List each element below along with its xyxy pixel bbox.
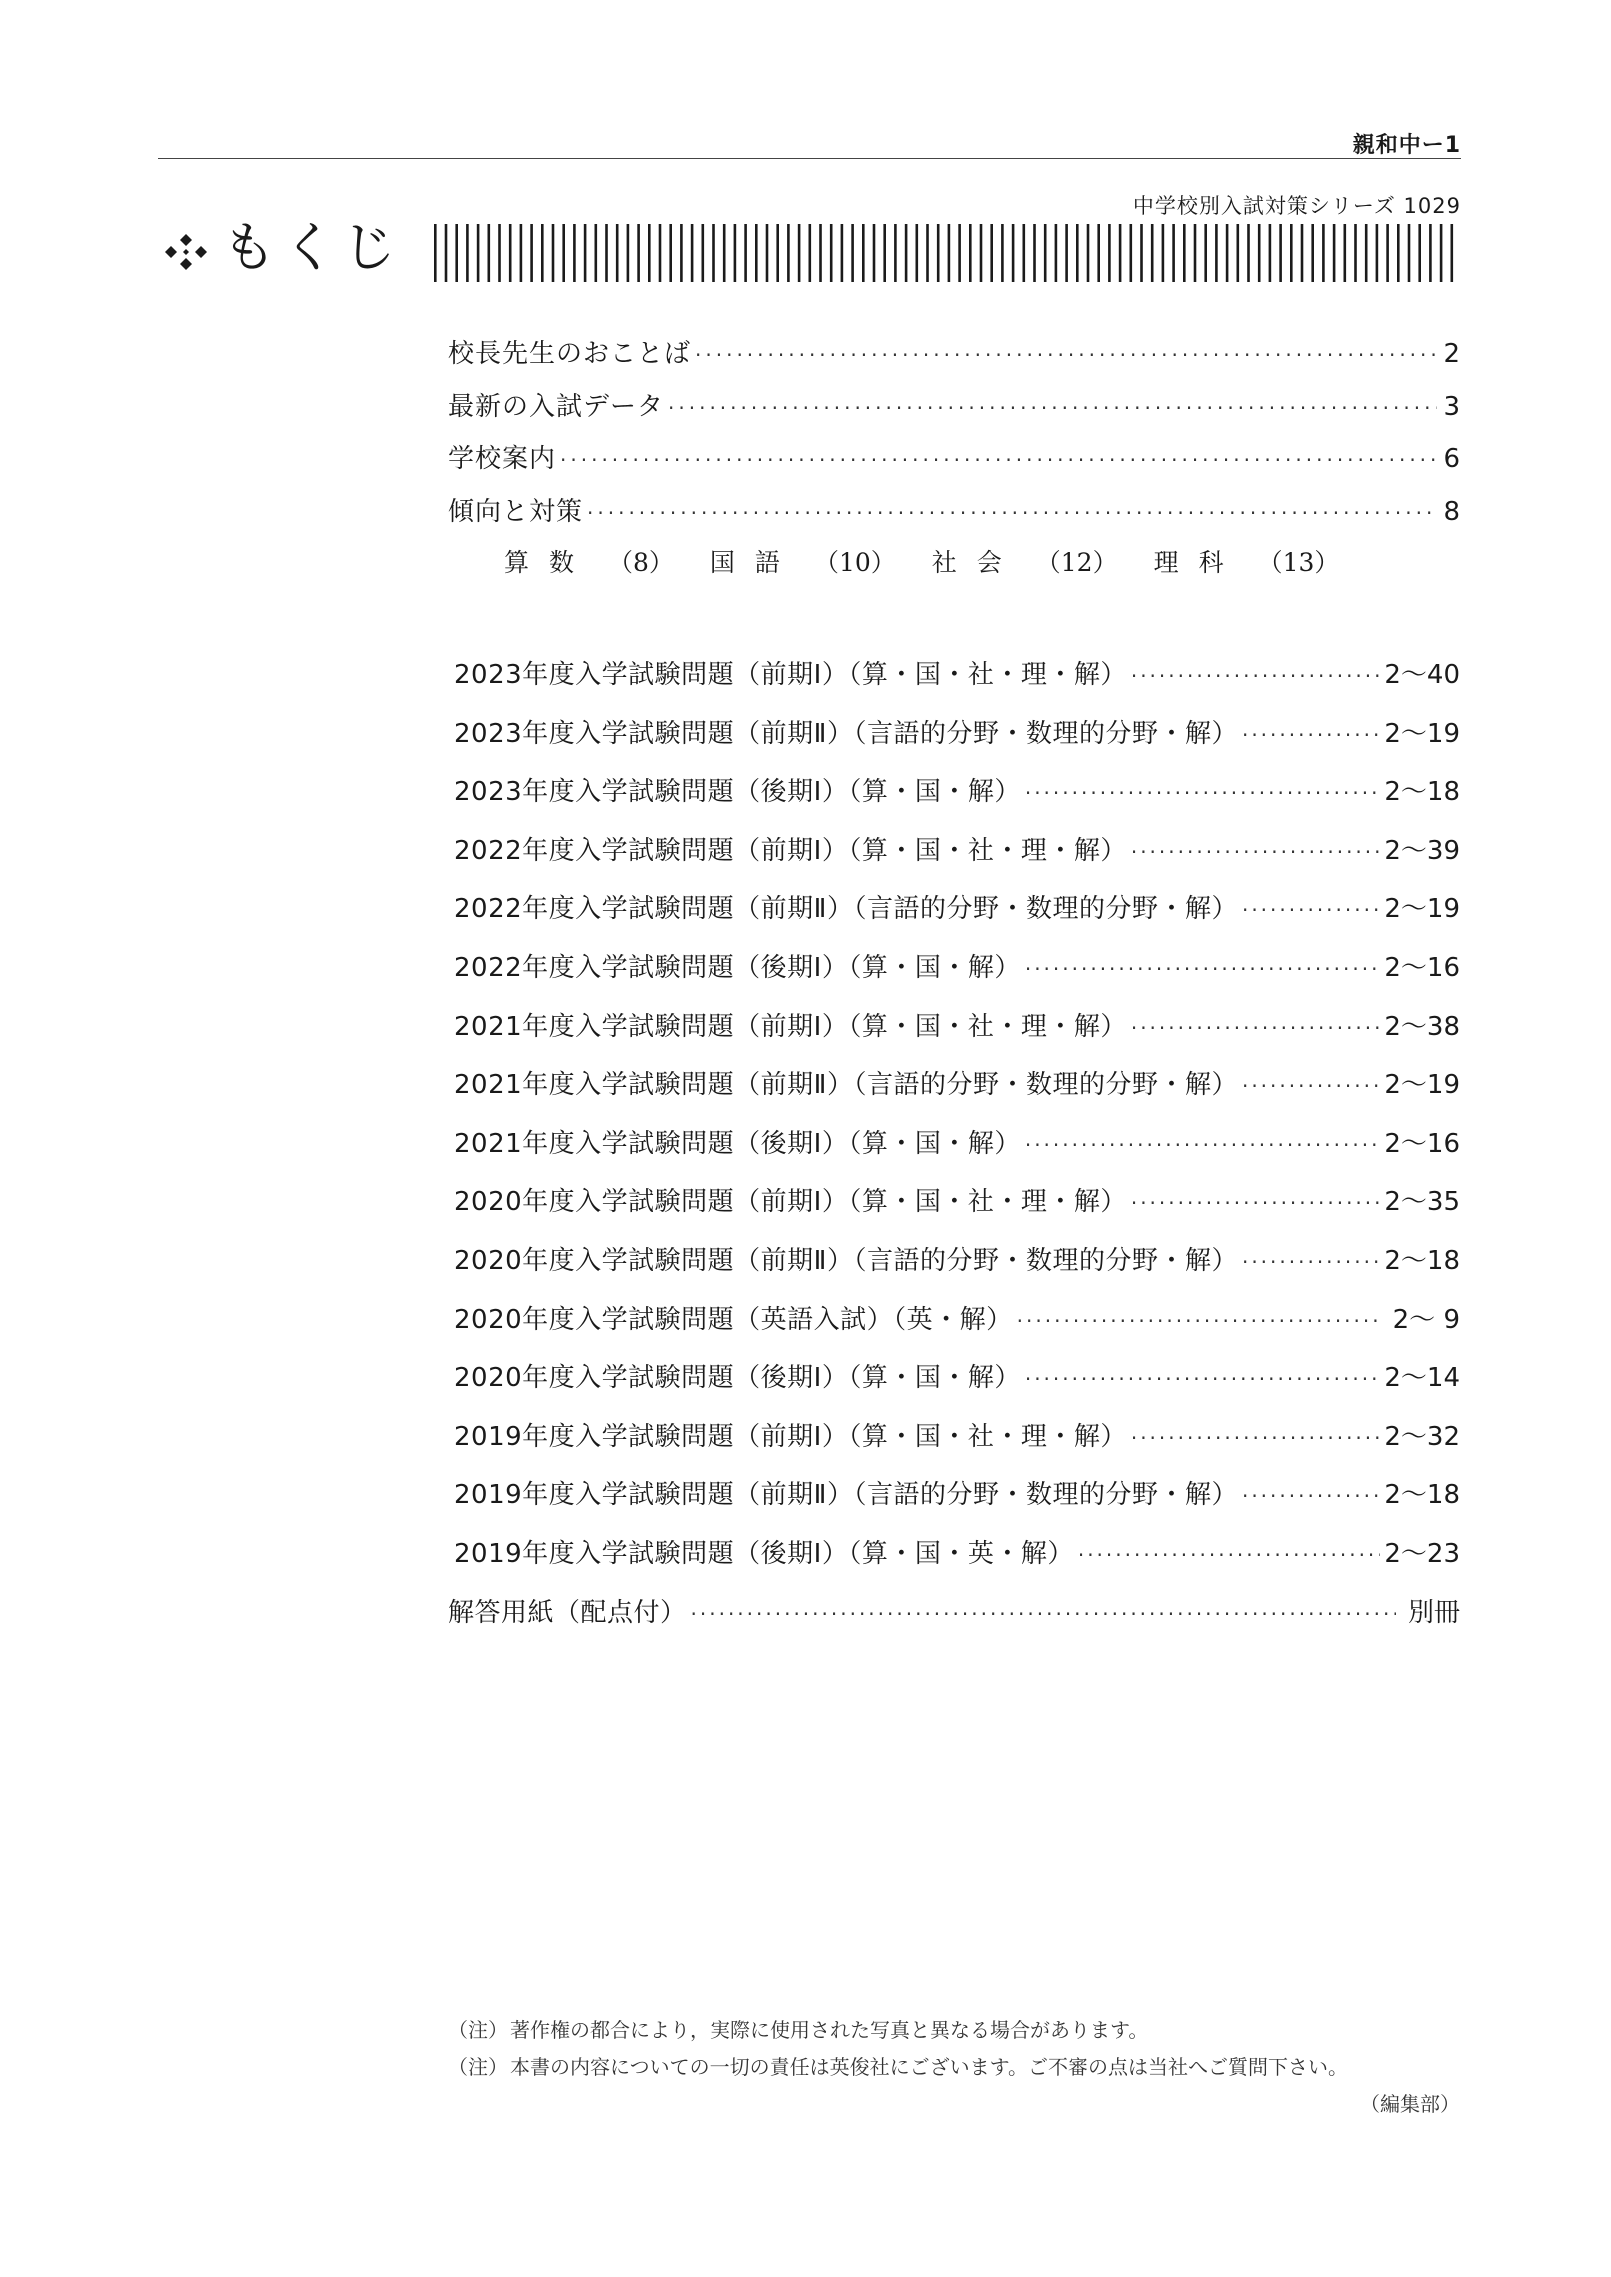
- subject-item[interactable]: [932, 543, 1118, 579]
- barcode-stripe: [1451, 224, 1454, 282]
- barcode-stripe: [648, 224, 651, 282]
- subject-item[interactable]: [1154, 543, 1340, 579]
- barcode-stripe: [691, 224, 694, 282]
- barcode-stripe: [937, 224, 940, 282]
- exam-leader: [1025, 957, 1380, 981]
- barcode-stripe: [1194, 224, 1197, 282]
- barcode-stripe: [1151, 224, 1154, 282]
- exam-pages: 2〜35: [1384, 1187, 1460, 1218]
- barcode-stripe: [1215, 224, 1218, 282]
- subject-name: 社会: [931, 548, 1022, 577]
- barcode-stripe: [712, 224, 715, 282]
- exam-row[interactable]: [448, 1123, 1460, 1182]
- exam-leader: [1131, 1426, 1380, 1450]
- barcode-stripe: [1226, 224, 1229, 282]
- barcode-stripe: [1279, 224, 1282, 282]
- barcode-stripe: [702, 224, 705, 282]
- barcode-stripe: [1162, 224, 1165, 282]
- exam-pages: 2〜16: [1384, 952, 1460, 983]
- barcode-stripe: [1087, 224, 1090, 282]
- barcode-stripe: [1076, 224, 1079, 282]
- note-text: 本書の内容についての一切の責任は英俊社にございます。ご不審の点は当社へご質問下さい。: [510, 2055, 1348, 2079]
- barcode-stripe: [734, 224, 737, 282]
- barcode-stripe: [466, 224, 469, 282]
- barcode-stripe: [1119, 224, 1122, 282]
- title-row: [158, 214, 1461, 282]
- exam-leader: [1025, 1367, 1380, 1391]
- toc-row[interactable]: [448, 491, 1460, 544]
- barcode-stripe: [1376, 224, 1379, 282]
- toc-label: 最新の入試データ: [448, 391, 665, 422]
- exam-row[interactable]: [448, 713, 1460, 772]
- subject-item[interactable]: [710, 543, 896, 579]
- exam-leader: [1131, 840, 1380, 864]
- exam-label: 2023年度入学試験問題（後期Ⅰ）（算・国・解）: [454, 777, 1021, 808]
- barcode-stripe: [498, 224, 501, 282]
- barcode-stripe: [1397, 224, 1400, 282]
- exam-leader: [1025, 781, 1380, 805]
- exam-row[interactable]: [448, 830, 1460, 889]
- barcode-stripe: [434, 224, 437, 282]
- answer-sheet-leader: [691, 1602, 1396, 1626]
- barcode-stripe: [948, 224, 951, 282]
- exam-pages: 2〜40: [1384, 660, 1460, 690]
- toc-leader: [560, 448, 1437, 472]
- barcode-stripe: [1140, 224, 1143, 282]
- barcode-stripe: [1408, 224, 1411, 282]
- toc-row[interactable]: [448, 333, 1460, 386]
- barcode-stripe: [1269, 224, 1272, 282]
- barcode-stripe: [595, 224, 598, 282]
- exam-label: 2020年度入学試験問題（前期Ⅰ）（算・国・社・理・解）: [454, 1187, 1127, 1218]
- barcode-stripe: [1354, 224, 1357, 282]
- barcode-stripe: [755, 224, 758, 282]
- exam-pages: 2〜 9: [1392, 1304, 1460, 1335]
- barcode-stripe: [616, 224, 619, 282]
- note: [448, 2014, 1460, 2051]
- answer-sheet-label: 解答用紙（配点付）: [448, 1597, 687, 1628]
- exam-leader: [1017, 1309, 1380, 1333]
- barcode-stripe: [787, 224, 790, 282]
- barcode-stripe: [1386, 224, 1389, 282]
- barcode-stripe: [798, 224, 801, 282]
- exam-leader: [1131, 1191, 1380, 1215]
- barcode-stripe: [980, 224, 983, 282]
- exam-list: [448, 654, 1460, 1650]
- barcode-stripe: [1440, 224, 1443, 282]
- exam-pages: 2〜32: [1384, 1421, 1460, 1452]
- exam-pages: 2〜18: [1384, 777, 1460, 808]
- editor-credit: （編集部）: [1360, 2092, 1460, 2116]
- barcode-stripe: [573, 224, 576, 282]
- toc-page: 3: [1443, 391, 1460, 422]
- barcode-stripe: [562, 224, 565, 282]
- exam-label: 2020年度入学試験問題（前期Ⅱ）（言語的分野・数理的分野・解）: [454, 1245, 1238, 1276]
- barcode-stripe: [1108, 224, 1111, 282]
- note-mark: （注）: [448, 2018, 508, 2042]
- barcode-stripe: [883, 224, 886, 282]
- barcode-stripe: [605, 224, 608, 282]
- barcode-decoration: [432, 224, 1461, 282]
- exam-label: 2020年度入学試験問題（英語入試）（英・解）: [454, 1304, 1013, 1335]
- exam-pages: 2〜19: [1384, 894, 1460, 925]
- exam-row[interactable]: [448, 771, 1460, 830]
- exam-pages: 2〜23: [1384, 1538, 1460, 1569]
- exam-pages: 2〜38: [1384, 1011, 1460, 1042]
- exam-pages: 2〜39: [1384, 835, 1460, 866]
- toc-row[interactable]: [448, 386, 1460, 439]
- subject-page: （10）: [813, 548, 896, 577]
- toc-leader: [695, 343, 1437, 367]
- answer-sheet-page: 別冊: [1407, 1597, 1460, 1628]
- subject-name: 算数: [504, 548, 595, 577]
- page-code: 親和中ー1: [1352, 133, 1461, 158]
- barcode-stripe: [1023, 224, 1026, 282]
- barcode-stripe: [926, 224, 929, 282]
- exam-row[interactable]: [448, 1181, 1460, 1240]
- barcode-stripe: [990, 224, 993, 282]
- notes: [448, 2014, 1460, 2125]
- barcode-stripe: [809, 224, 812, 282]
- barcode-stripe: [445, 224, 448, 282]
- top-rule: [158, 158, 1461, 159]
- toc-page: 2: [1443, 339, 1460, 369]
- exam-row[interactable]: [448, 888, 1460, 947]
- subject-page: （8）: [608, 548, 674, 577]
- barcode-stripe: [680, 224, 683, 282]
- toc-leader: [668, 396, 1437, 420]
- exam-row[interactable]: [448, 1357, 1460, 1416]
- exam-leader: [1242, 1074, 1380, 1098]
- barcode-stripe: [520, 224, 523, 282]
- barcode-stripe: [894, 224, 897, 282]
- subject-page: （13）: [1257, 548, 1340, 577]
- barcode-stripe: [1001, 224, 1004, 282]
- barcode-stripe: [1172, 224, 1175, 282]
- barcode-stripe: [552, 224, 555, 282]
- exam-leader: [1131, 664, 1380, 688]
- barcode-stripe: [776, 224, 779, 282]
- toc-page: 8: [1443, 496, 1460, 527]
- exam-pages: 2〜14: [1384, 1363, 1460, 1394]
- barcode-stripe: [969, 224, 972, 282]
- barcode-stripe: [1247, 224, 1250, 282]
- barcode-stripe: [1204, 224, 1207, 282]
- exam-label: 2022年度入学試験問題（前期Ⅰ）（算・国・社・理・解）: [454, 835, 1127, 866]
- exam-leader: [1242, 1250, 1380, 1274]
- exam-row[interactable]: [448, 1533, 1460, 1592]
- toc-page: 6: [1443, 444, 1460, 474]
- diamond-cluster-icon: [158, 232, 216, 272]
- exam-leader: [1025, 1133, 1380, 1157]
- barcode-stripe: [1429, 224, 1432, 282]
- barcode-stripe: [1311, 224, 1314, 282]
- barcode-stripe: [1258, 224, 1261, 282]
- barcode-stripe: [1322, 224, 1325, 282]
- note-text: 著作権の都合により，実際に使用された写真と異なる場合があります。: [510, 2018, 1149, 2042]
- subject-list: [448, 543, 1460, 593]
- barcode-stripe: [1237, 224, 1240, 282]
- exam-row[interactable]: [448, 1416, 1460, 1475]
- barcode-stripe: [744, 224, 747, 282]
- toc-label: 校長先生のおことば: [448, 339, 692, 369]
- subject-item[interactable]: [504, 543, 674, 579]
- exam-pages: 2〜18: [1384, 1245, 1460, 1276]
- exam-label: 2019年度入学試験問題（後期Ⅰ）（算・国・英・解）: [454, 1538, 1074, 1569]
- exam-label: 2021年度入学試験問題（後期Ⅰ）（算・国・解）: [454, 1128, 1021, 1159]
- exam-label: 2022年度入学試験問題（前期Ⅱ）（言語的分野・数理的分野・解）: [454, 894, 1238, 925]
- barcode-stripe: [1365, 224, 1368, 282]
- subject-page: （12）: [1035, 548, 1118, 577]
- barcode-stripe: [509, 224, 512, 282]
- barcode-stripe: [1065, 224, 1068, 282]
- barcode-stripe: [488, 224, 491, 282]
- barcode-stripe: [873, 224, 876, 282]
- answer-sheet-row[interactable]: [448, 1592, 1460, 1651]
- barcode-stripe: [1301, 224, 1304, 282]
- barcode-stripe: [916, 224, 919, 282]
- barcode-stripe: [1130, 224, 1133, 282]
- exam-pages: 2〜18: [1384, 1480, 1460, 1511]
- exam-label: 2019年度入学試験問題（前期Ⅱ）（言語的分野・数理的分野・解）: [454, 1480, 1238, 1511]
- barcode-stripe: [851, 224, 854, 282]
- barcode-stripe: [1333, 224, 1336, 282]
- barcode-stripe: [723, 224, 726, 282]
- barcode-stripe: [627, 224, 630, 282]
- barcode-stripe: [637, 224, 640, 282]
- exam-leader: [1242, 723, 1380, 747]
- exam-row[interactable]: [448, 1474, 1460, 1533]
- exam-row[interactable]: [448, 1240, 1460, 1299]
- exam-leader: [1131, 1016, 1380, 1040]
- subject-name: 理科: [1153, 548, 1244, 577]
- exam-row[interactable]: [448, 1006, 1460, 1065]
- barcode-stripe: [841, 224, 844, 282]
- barcode-stripe: [830, 224, 833, 282]
- toc-label: 学校案内: [448, 444, 557, 474]
- exam-row[interactable]: [448, 1064, 1460, 1123]
- exam-label: 2022年度入学試験問題（後期Ⅰ）（算・国・解）: [454, 952, 1021, 983]
- barcode-stripe: [1344, 224, 1347, 282]
- exam-label: 2023年度入学試験問題（前期Ⅱ）（言語的分野・数理的分野・解）: [454, 718, 1238, 749]
- exam-label: 2021年度入学試験問題（前期Ⅱ）（言語的分野・数理的分野・解）: [454, 1070, 1238, 1101]
- exam-label: 2019年度入学試験問題（前期Ⅰ）（算・国・社・理・解）: [454, 1421, 1127, 1452]
- barcode-stripe: [1183, 224, 1186, 282]
- barcode-stripe: [862, 224, 865, 282]
- barcode-stripe: [455, 224, 458, 282]
- barcode-stripe: [1033, 224, 1036, 282]
- barcode-stripe: [905, 224, 908, 282]
- barcode-stripe: [530, 224, 533, 282]
- toc-label: 傾向と対策: [448, 496, 584, 527]
- barcode-stripe: [1044, 224, 1047, 282]
- subject-name: 国語: [709, 548, 800, 577]
- exam-leader: [1078, 1543, 1380, 1567]
- barcode-stripe: [659, 224, 662, 282]
- exam-label: 2020年度入学試験問題（後期Ⅰ）（算・国・解）: [454, 1363, 1021, 1394]
- exam-pages: 2〜16: [1384, 1128, 1460, 1159]
- barcode-stripe: [584, 224, 587, 282]
- exam-row[interactable]: [448, 1299, 1460, 1358]
- barcode-stripe: [1055, 224, 1058, 282]
- page-title: もくじ: [222, 216, 402, 279]
- barcode-stripe: [1290, 224, 1293, 282]
- exam-label: 2023年度入学試験問題（前期Ⅰ）（算・国・社・理・解）: [454, 660, 1127, 690]
- barcode-stripe: [766, 224, 769, 282]
- exam-leader: [1242, 1484, 1380, 1508]
- barcode-stripe: [958, 224, 961, 282]
- barcode-stripe: [1012, 224, 1015, 282]
- barcode-stripe: [1418, 224, 1421, 282]
- barcode-stripe: [819, 224, 822, 282]
- barcode-stripe: [1097, 224, 1100, 282]
- exam-row[interactable]: [448, 654, 1460, 713]
- toc-leader: [587, 501, 1437, 525]
- note: [448, 2051, 1460, 2088]
- exam-row[interactable]: [448, 947, 1460, 1006]
- exam-leader: [1242, 898, 1380, 922]
- toc-row[interactable]: [448, 438, 1460, 491]
- barcode-stripe: [669, 224, 672, 282]
- toc-list: [448, 333, 1460, 593]
- barcode-stripe: [541, 224, 544, 282]
- note-mark: （注）: [448, 2055, 508, 2079]
- exam-label: 2021年度入学試験問題（前期Ⅰ）（算・国・社・理・解）: [454, 1011, 1127, 1042]
- exam-pages: 2〜19: [1384, 718, 1460, 749]
- series-label: 中学校別入試対策シリーズ 1029: [1132, 194, 1461, 218]
- exam-pages: 2〜19: [1384, 1070, 1460, 1101]
- barcode-stripe: [477, 224, 480, 282]
